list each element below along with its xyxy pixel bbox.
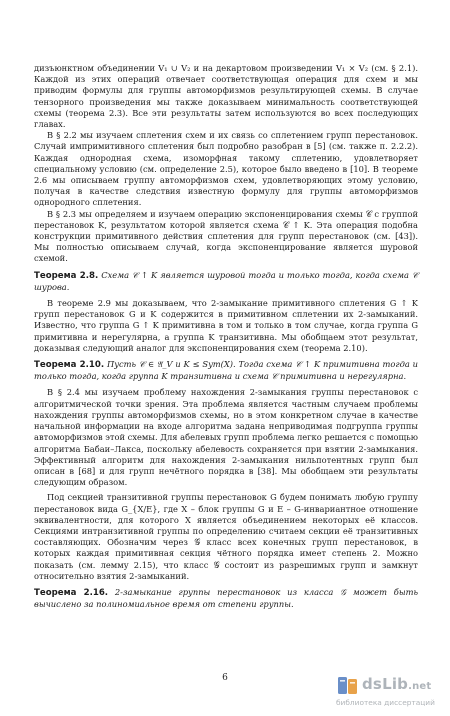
dslib-brand-tld: .net	[408, 681, 432, 692]
theorem-2-8-heading: Теорема 2.8.	[34, 270, 99, 281]
dslib-brand-name: dsLib	[362, 675, 409, 693]
document-body	[34, 63, 418, 615]
theorem-2-8-statement: Схема 𝒞 ↑ K является шуровой тогда и только тогда, когда схема 𝒞 шурова.	[34, 269, 418, 292]
paragraph-theorem-2-9: В теореме 2.9 мы доказываем, что 2-замыкание примитивного сплетения G ↑ K групп перестановок G и K содержится в примитивном сплетении их 2-замыканий. Известно, что группа G ↑ K примитивна в том и только в том случае, когда группа G примитивна и нерегулярна, а группа K транзитивна. Мы обобщаем этот результат, доказывая следующий аналог для экспоненцирования схем (теорема 2.10).	[34, 298, 418, 353]
theorem-2-10-statement: Пусть 𝒞 ∈ 𝔄_V и K ≤ Sym(X). Тогда схема 𝒞 ↑ K примитивна тогда и только тогда, когда группа K транзитивна и схема 𝒞 примитивна и нерегулярна.	[34, 359, 419, 382]
theorem-2-10-heading: Теорема 2.10.	[34, 360, 105, 371]
dslib-tagline: библиотека диссертаций	[336, 698, 435, 707]
paragraph-section-2-4: В § 2.4 мы изучаем проблему нахождения 2-замыкания группы перестановок с алгоритмической точки зрения. Эта проблема является частным случаем проблемы нахождения группы автоморфизмов схемы, но в этом конкретном случае в качестве начальной информации на входе алгоритма задана неприводимая подгруппа группы автоморфизмов этой схемы. Для абелевых групп проблема легко решается с помощью алгоритма Бабаи–Лакса, поскольку абелевость сохраняется при взятии 2-замыкания. Эффективный алгоритм для нахождения 2-замыкания нильпотентных групп был описан в [68] и для групп нечётного порядка в [38]. Мы обобщаем эти результаты следующим образом.	[34, 387, 418, 488]
theorem-2-16-heading: Теорема 2.16.	[34, 587, 109, 598]
page-number: 6	[222, 673, 228, 683]
theorem-2-10	[34, 359, 418, 382]
paragraph-section-2-2: В § 2.2 мы изучаем сплетения схем и их связь со сплетением групп перестановок. Случай импримитивного сплетения был подробно разобран в [5] (см. также п. 2.2.2). Каждая однородная схема, изоморфная такому сплетению, удовлетворяет специальному условию (см. определение 2.5), которое было введено в [10]. В теореме 2.6 мы описываем группу автоморфизмов схем, удовлетворяющих этому условию, получая в качестве следствия известную формулу для группы автоморфизмов однородного сплетения.	[34, 130, 418, 208]
dslib-logo-icon	[336, 674, 360, 698]
dslib-brand	[362, 675, 431, 693]
theorem-2-16	[34, 587, 418, 610]
paragraph-section-2-3: В § 2.3 мы определяем и изучаем операцию экспоненцирования схемы 𝒞 с группой перестановок K, результатом которой является схема 𝒞 ↑ K. Эта операция подобна конструкции примитивного действия сплетения для групп перестановок (см. [43]). Мы полностью описываем случай, когда экспоненцирование является шуровой схемой.	[34, 208, 418, 264]
dslib-watermark[interactable]	[336, 674, 442, 710]
theorem-2-16-statement: 2-замыкание группы перестановок из класса 𝒢 может быть вычислено за полиномиальное время от степени группы.	[34, 586, 419, 610]
theorem-2-8	[34, 270, 418, 293]
paragraph-intro: дизъюнктном объединении V₁ ∪ V₂ и на декартовом произведении V₁ × V₂ (см. § 2.1). Каждой из этих операций отвечает соответствующая операция для схем и мы приводим формулы для группы автоморфизмов результирующей схемы. В случае тензорного произведения мы также доказываем минимальность соответствующей схемы (теорема 2.3). Все эти результаты затем используются во всех последующих главах.	[34, 63, 418, 130]
paragraph-section-definition: Под секцией транзитивной группы перестановок G будем понимать любую группу перестановок вида G_{X/E}, где X – блок группы G и E – G-инвариантное отношение эквивалентности, для которого X является объединением некоторых её классов. Секциями интранзитивной группы по определению считаем секции её транзитивных составляющих. Обозначим через 𝒢 класс всех конечных групп перестановок, в которых каждая примитивная секция чётного порядка имеет степень 2. Можно показать (см. лемму 2.15), что класс 𝒢 состоит из разрешимых групп и замкнут относительно взятия 2-замыканий.	[34, 492, 418, 581]
